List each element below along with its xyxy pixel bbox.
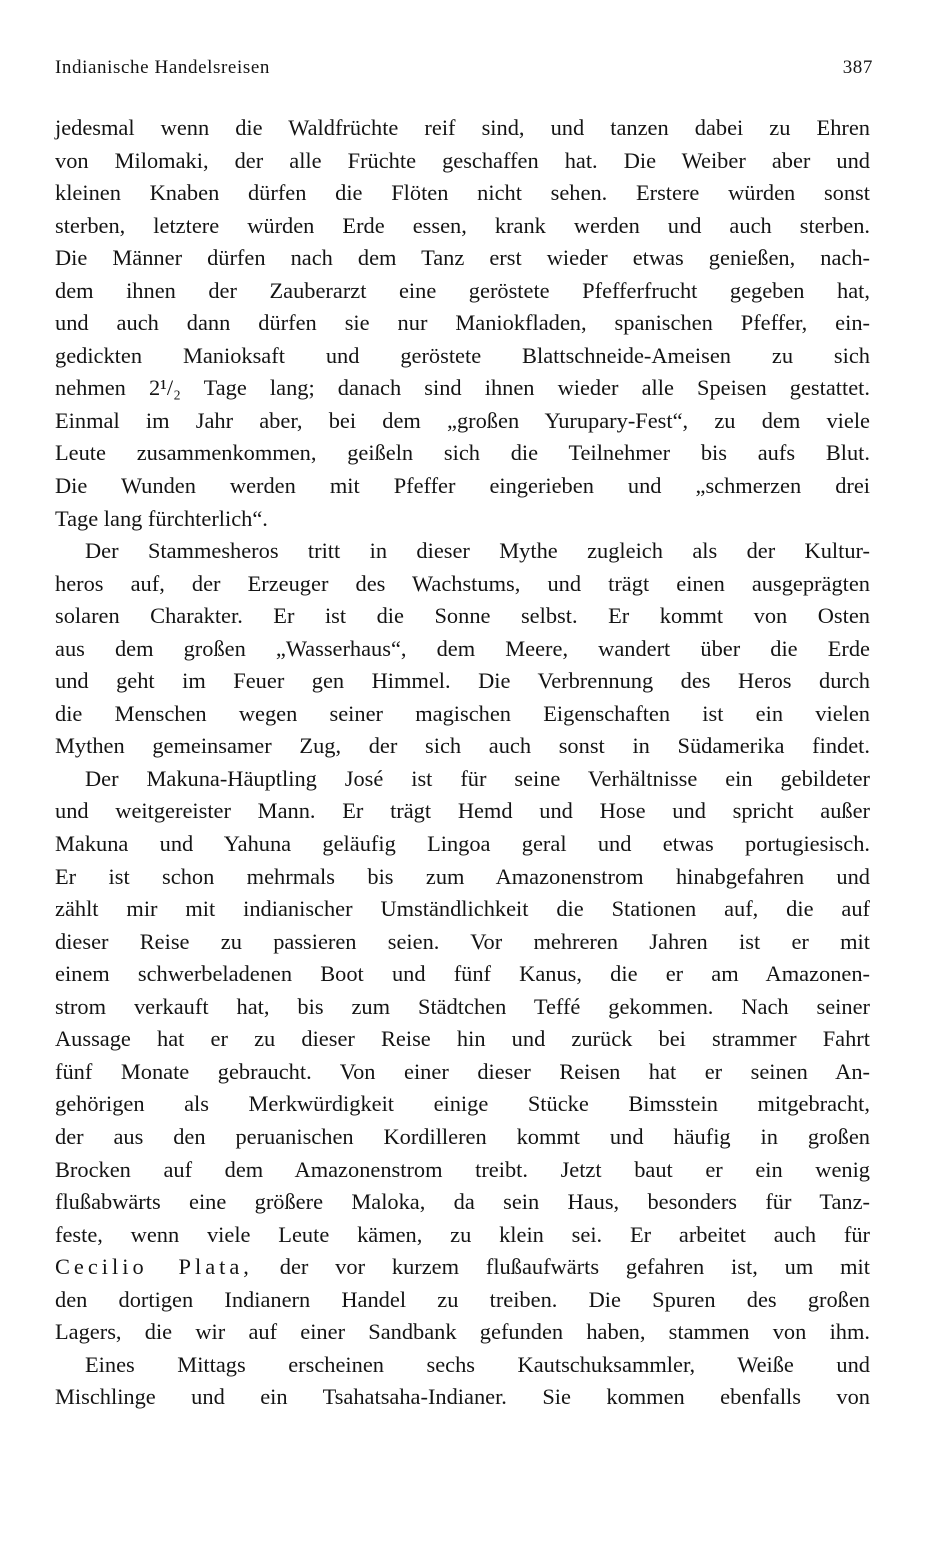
- text-line: und geht im Feuer gen Himmel. Die Verbrennung des Heros durch: [55, 668, 870, 694]
- line-rest: der vor kurzem flußaufwärts gefahren ist, um mit: [252, 1254, 870, 1280]
- text-line: fünf Monate gebraucht. Von einer dieser Reisen hat er seinen An-: [55, 1058, 870, 1084]
- paragraph: [55, 763, 870, 1349]
- text-line: kleinen Knaben dürfen die Flöten nicht sehen. Erstere würden sonst: [55, 180, 870, 206]
- text-line: Lagers, die wir auf einer Sandbank gefunden haben, stammen von ihm.: [55, 1319, 870, 1345]
- running-title: Indianische Handelsreisen: [55, 57, 270, 78]
- page-number: 387: [842, 57, 873, 78]
- text-line: Eines Mittags erscheinen sechs Kautschuksammler, Weiße und: [85, 1351, 870, 1377]
- text-line: einem schwerbeladenen Boot und fünf Kanus, die er am Amazonen-: [55, 961, 870, 987]
- text-line: Der Makuna-Häuptling José ist für seine Verhältnisse ein gebildeter: [85, 765, 870, 791]
- text-line: Leute zusammenkommen, geißeln sich die Teilnehmer bis aufs Blut.: [55, 440, 870, 466]
- text-line: jedesmal wenn die Waldfrüchte reif sind, und tanzen dabei zu Ehren: [55, 115, 870, 140]
- text-line: Aussage hat er zu dieser Reise hin und zurück bei strammer Fahrt: [55, 1026, 870, 1052]
- text-line: gedickten Manioksaft und geröstete Blattschneide-Ameisen zu sich: [55, 342, 870, 368]
- paragraph: [55, 112, 870, 535]
- text-line: Mythen gemeinsamer Zug, der sich auch sonst in Südamerika findet.: [55, 733, 870, 759]
- running-header: [55, 57, 873, 85]
- text-line: der aus den peruanischen Kordilleren kommt und häufig in großen: [55, 1123, 870, 1149]
- text-line: aus dem großen „Wasserhaus“, dem Meere, wandert über die Erde: [55, 635, 870, 661]
- text-line: Die Männer dürfen nach dem Tanz erst wieder etwas genießen, nach-: [55, 245, 870, 271]
- text-line: die Menschen wegen seiner magischen Eigenschaften ist ein vielen: [55, 700, 870, 726]
- text-line: Er ist schon mehrmals bis zum Amazonenstrom hinabgefahren und: [55, 863, 870, 889]
- text-line: gehörigen als Merkwürdigkeit einige Stücke Bimsstein mitgebracht,: [55, 1091, 870, 1117]
- paragraph: [55, 535, 870, 763]
- text-line: Brocken auf dem Amazonenstrom treibt. Jetzt baut er ein wenig: [55, 1156, 870, 1182]
- text-line: Einmal im Jahr aber, bei dem „großen Yurupary-Fest“, zu dem viele: [55, 407, 870, 433]
- text-line: Die Wunden werden mit Pfeffer eingerieben und „schmerzen drei: [55, 473, 870, 499]
- text-line: nehmen 2¹/₂ Tage lang; danach sind ihnen wieder alle Speisen gestattet.: [55, 375, 870, 401]
- text-line: Tage lang fürchterlich“.: [55, 505, 268, 531]
- text-line: Makuna und Yahuna geläufig Lingoa geral und etwas portugiesisch.: [55, 831, 870, 857]
- text-line: den dortigen Indianern Handel zu treiben. Die Spuren des großen: [55, 1286, 870, 1312]
- paragraph: [55, 1349, 870, 1414]
- text-line: dem ihnen der Zauberarzt eine geröstete Pfefferfrucht gegeben hat,: [55, 277, 870, 303]
- text-line: solaren Charakter. Er ist die Sonne selbst. Er kommt von Osten: [55, 603, 870, 629]
- text-line: Der Stammesheros tritt in dieser Mythe zugleich als der Kultur-: [85, 538, 870, 564]
- text-line: strom verkauft hat, bis zum Städtchen Teffé gekommen. Nach seiner: [55, 993, 870, 1019]
- text-line: Mischlinge und ein Tsahatsaha-Indianer. Sie kommen ebenfalls von: [55, 1384, 870, 1410]
- spaced-name: Cecilio Plata,: [55, 1254, 253, 1280]
- text-line: dieser Reise zu passieren seien. Vor mehreren Jahren ist er mit: [55, 928, 870, 954]
- text-line: heros auf, der Erzeuger des Wachstums, und trägt einen ausgeprägten: [55, 570, 870, 596]
- text-line: flußabwärts eine größere Maloka, da sein Haus, besonders für Tanz-: [55, 1189, 870, 1215]
- text-line: feste, wenn viele Leute kämen, zu klein sei. Er arbeitet auch für: [55, 1221, 870, 1247]
- text-line: [55, 1251, 870, 1284]
- text-line: und auch dann dürfen sie nur Maniokfladen, spanischen Pfeffer, ein-: [55, 310, 870, 336]
- text-line: von Milomaki, der alle Früchte geschaffen hat. Die Weiber aber und: [55, 147, 870, 173]
- text-line: und weitgereister Mann. Er trägt Hemd und Hose und spricht außer: [55, 798, 870, 824]
- body-text: [55, 112, 870, 1414]
- text-line: sterben, letztere würden Erde essen, krank werden und auch sterben.: [55, 212, 870, 238]
- text-line: zählt mir mit indianischer Umständlichkeit die Stationen auf, die auf: [55, 896, 870, 922]
